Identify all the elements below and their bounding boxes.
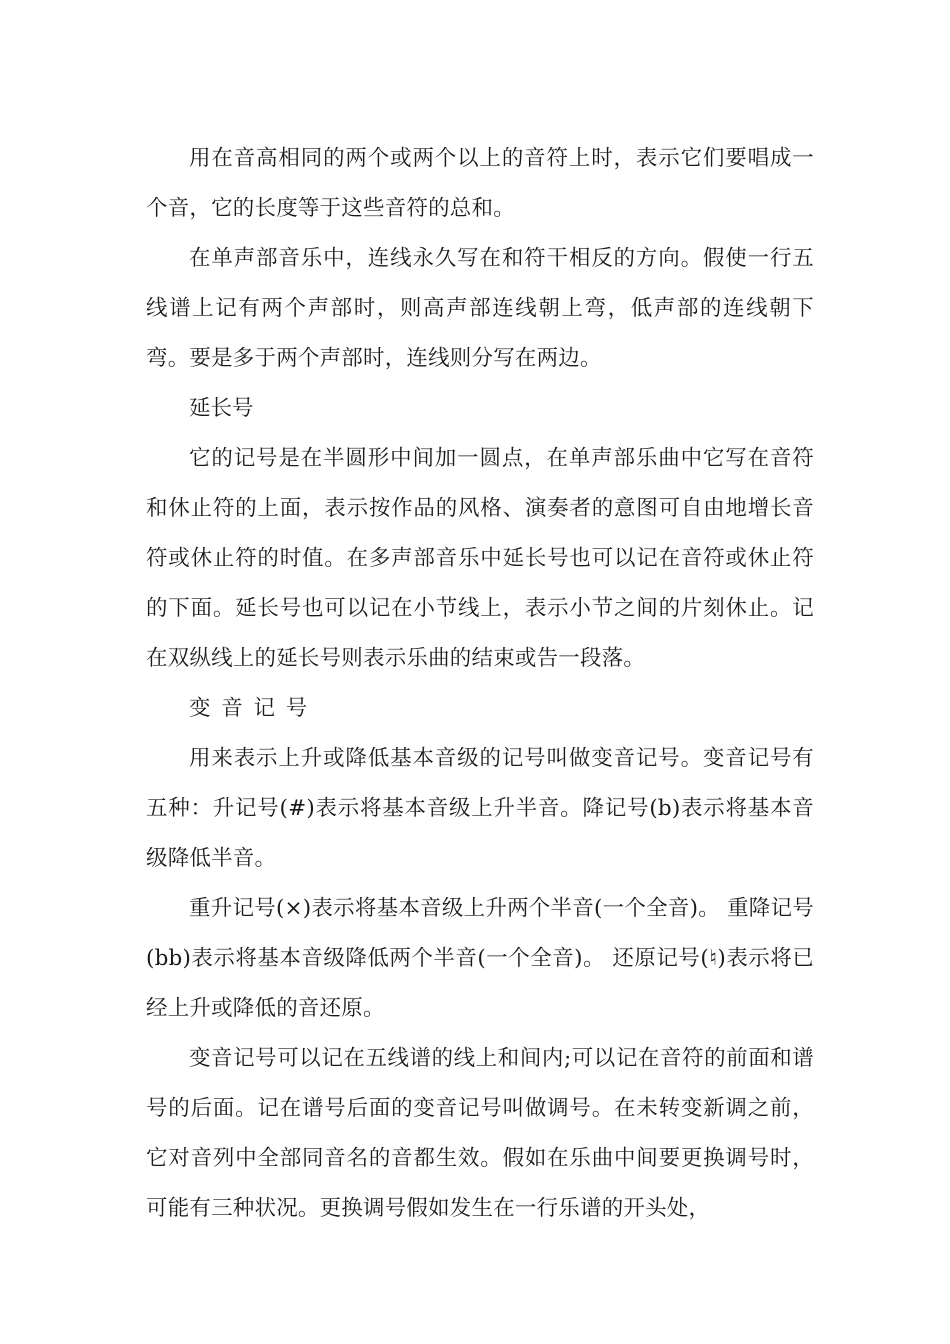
- paragraph-tie-definition: 用在音高相同的两个或两个以上的音符上时，表示它们要唱成一个音，它的长度等于这些音符的总和。: [146, 146, 814, 221]
- heading-fermata: 延长号: [189, 396, 254, 421]
- paragraph-key-signature: 变音记号可以记在五线谱的线上和间内;可以记在音符的前面和谱号的后面。记在谱号后面的变音记号叫做调号。在未转变新调之前，它对音列中全部同音名的音都生效。假如在乐曲中间要更换调号时，可能有三种状况。更换调号假如发生在一行乐谱的开头处，: [146, 1046, 814, 1221]
- paragraph-tie-direction: 在单声部音乐中，连线永久写在和符干相反的方向。假使一行五线谱上记有两个声部时，则高声部连线朝上弯，低声部的连线朝下弯。要是多于两个声部时，连线则分写在两边。: [146, 246, 814, 371]
- body-text: [146, 134, 814, 1234]
- paragraph-fermata: 它的记号是在半圆形中间加一圆点，在单声部乐曲中它写在音符和休止符的上面，表示按作品的风格、演奏者的意图可自由地增长音符或休止符的时值。在多声部音乐中延长号也可以记在音符或休止符的下面。延长号也可以记在小节线上，表示小节之间的片刻休止。记在双纵线上的延长号则表示乐曲的结束或告一段落。: [146, 446, 814, 671]
- heading-accidentals: 变音记号: [189, 696, 319, 721]
- paragraph-double-accidentals: 重升记号(×)表示将基本音级上升两个半音(一个全音)。 重降记号(bb)表示将基本音级降低两个半音(一个全音)。 还原记号(♮)表示将已经上升或降低的音还原。: [146, 896, 814, 1021]
- paragraph-accidentals-intro: 用来表示上升或降低基本音级的记号叫做变音记号。变音记号有五种：升记号(#)表示将基本音级上升半音。降记号(b)表示将基本音级降低半音。: [146, 746, 814, 871]
